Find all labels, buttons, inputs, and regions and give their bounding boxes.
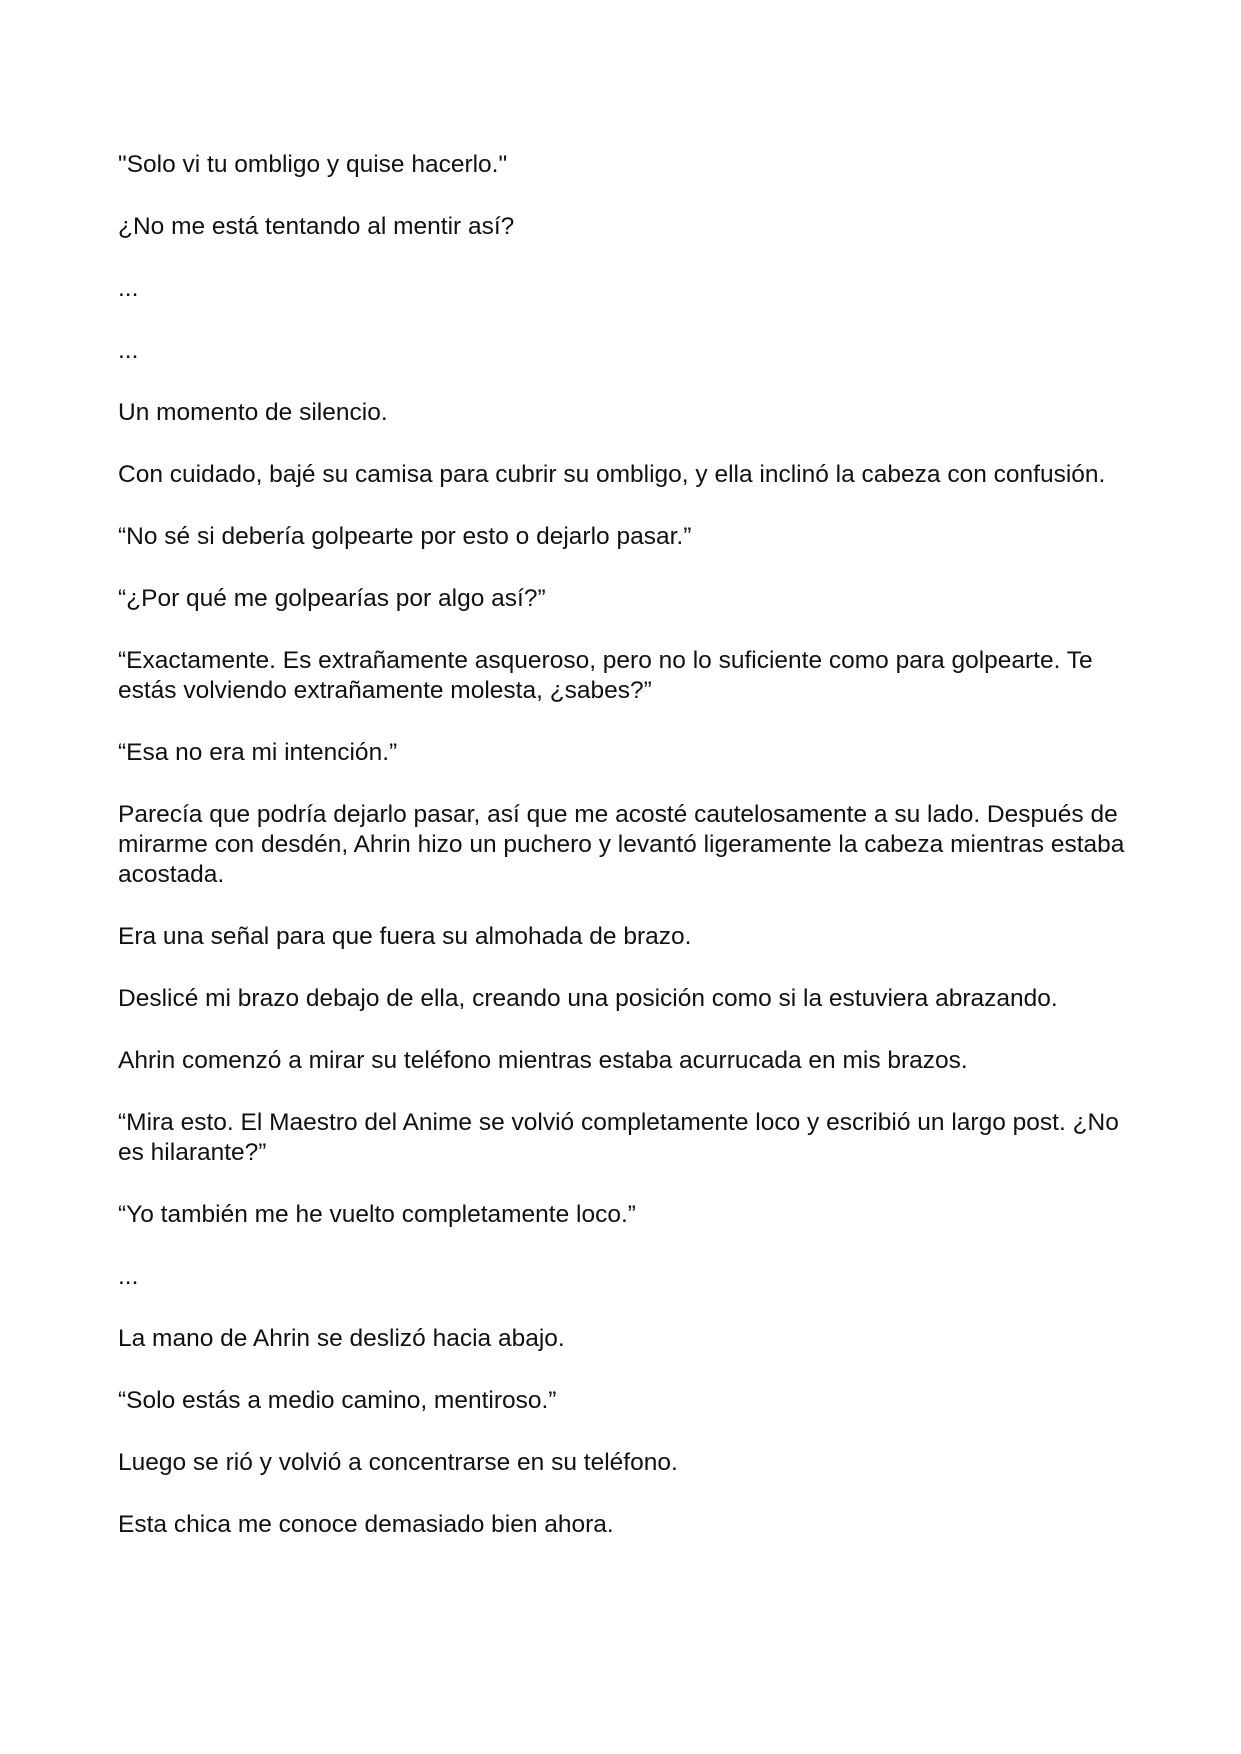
document-body (118, 150, 1128, 1572)
paragraph-11: Parecía que podría dejarlo pasar, así que me acosté cautelosamente a su lado. Después de mirarme con desdén, Ahrin hizo un puchero y levantó ligeramente la cabeza mientras estaba acostada. (118, 801, 1125, 888)
paragraph-16: “Yo también me he vuelto completamente loco.” (118, 1201, 636, 1228)
paragraph-7: “No sé si debería golpearte por esto o dejarlo pasar.” (118, 523, 692, 550)
paragraph-6: Con cuidado, bajé su camisa para cubrir su ombligo, y ella inclinó la cabeza con confusión. (118, 461, 1106, 488)
paragraph-13: Deslicé mi brazo debajo de ella, creando una posición como si la estuviera abrazando. (118, 985, 1058, 1012)
paragraph-8: “¿Por qué me golpearías por algo así?” (118, 585, 546, 612)
paragraph-3: ... (118, 275, 139, 302)
paragraph-18: La mano de Ahrin se deslizó hacia abajo. (118, 1325, 565, 1352)
paragraph-17: ... (118, 1263, 139, 1290)
paragraph-19: “Solo estás a medio camino, mentiroso.” (118, 1387, 557, 1414)
paragraph-20: Luego se rió y volvió a concentrarse en su teléfono. (118, 1449, 678, 1476)
paragraph-9: “Exactamente. Es extrañamente asqueroso, pero no lo suficiente como para golpearte. Te estás volviendo extrañamente molesta, ¿sabes?” (118, 647, 1093, 704)
paragraph-21: Esta chica me conoce demasiado bien ahora. (118, 1511, 614, 1538)
paragraph-14: Ahrin comenzó a mirar su teléfono mientras estaba acurrucada en mis brazos. (118, 1047, 968, 1074)
paragraph-4: ... (118, 337, 139, 364)
paragraph-15: “Mira esto. El Maestro del Anime se volvió completamente loco y escribió un largo post. ¿No es hilarante?” (118, 1109, 1119, 1166)
paragraph-5: Un momento de silencio. (118, 399, 388, 426)
paragraph-1: "Solo vi tu ombligo y quise hacerlo." (118, 151, 508, 178)
paragraph-2: ¿No me está tentando al mentir así? (118, 213, 515, 240)
paragraph-10: “Esa no era mi intención.” (118, 739, 398, 766)
paragraph-12: Era una señal para que fuera su almohada de brazo. (118, 923, 692, 950)
